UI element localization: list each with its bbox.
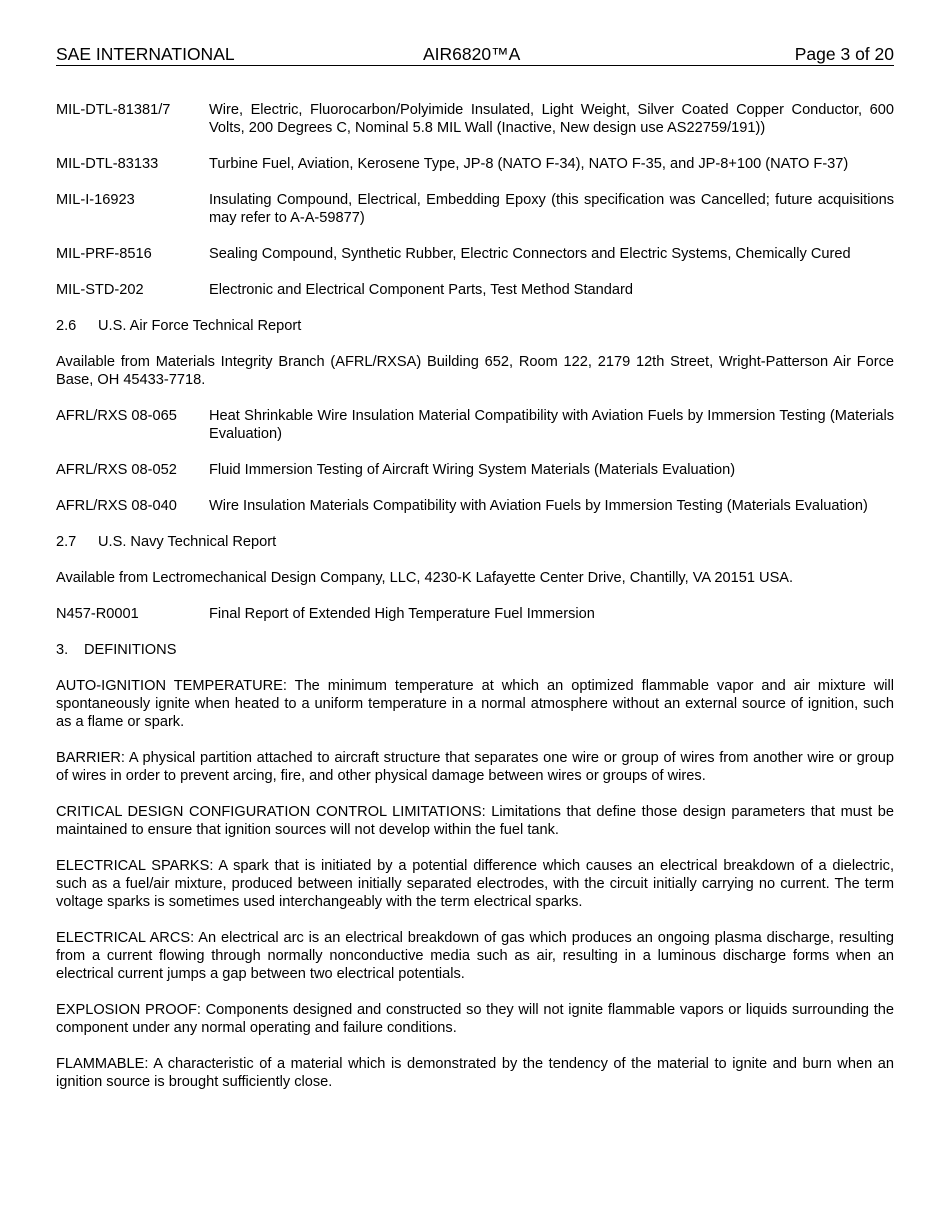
section-title: DEFINITIONS: [84, 642, 177, 658]
reference-code: AFRL/RXS 08-052: [56, 462, 177, 478]
section-title: U.S. Air Force Technical Report: [98, 318, 302, 334]
reference-entry: [56, 101, 894, 137]
section-number: 2.6: [56, 318, 77, 334]
navy-availability: Available from Lectromechanical Design Company, LLC, 4230-K Lafayette Center Drive, Chantilly, VA 20151 USA.: [56, 570, 794, 586]
reference-description: Insulating Compound, Electrical, Embedding Epoxy (this specification was Cancelled; future acquisitions may refer to A-A-59877): [209, 192, 894, 226]
reference-description: Final Report of Extended High Temperature Fuel Immersion: [209, 606, 595, 622]
section-heading-2-6: [56, 317, 894, 335]
reference-code: MIL-STD-202: [56, 282, 144, 298]
reference-entry: [56, 497, 894, 515]
reference-code: AFRL/RXS 08-040: [56, 498, 177, 514]
reference-code: MIL-PRF-8516: [56, 246, 152, 262]
section-number: 3.: [56, 642, 69, 658]
header-doc-number: AIR6820™A: [423, 44, 521, 64]
reference-description: Electronic and Electrical Component Parts, Test Method Standard: [209, 282, 633, 298]
document-page: [56, 44, 894, 1109]
reference-description: Wire Insulation Materials Compatibility with Aviation Fuels by Immersion Testing (Materials Evaluation): [209, 498, 868, 514]
section-number: 2.7: [56, 534, 77, 550]
mil-references: [56, 101, 894, 299]
reference-code: MIL-DTL-81381/7: [56, 102, 171, 118]
definition-paragraph: ELECTRICAL ARCS: An electrical arc is an electrical breakdown of gas which produces an ongoing plasma discharge, resulting from a current flowing through normally nonconductive media such as air, resulting in a luminous discharge forms when an electrical current jumps a gap between two electrical potentials.: [56, 930, 894, 982]
reference-description: Turbine Fuel, Aviation, Kerosene Type, JP-8 (NATO F-34), NATO F-35, and JP-8+100 (NATO F-37): [209, 156, 849, 172]
reference-entry: [56, 245, 894, 263]
reference-description: Heat Shrinkable Wire Insulation Material Compatibility with Aviation Fuels by Immersion Testing (Materials Evaluation): [209, 408, 894, 442]
reference-description: Fluid Immersion Testing of Aircraft Wiring System Materials (Materials Evaluation): [209, 462, 736, 478]
reference-entry: [56, 281, 894, 299]
reference-code: N457-R0001: [56, 606, 139, 622]
definition-paragraph: EXPLOSION PROOF: Components designed and constructed so they will not ignite flammable vapors or liquids surrounding the component under any normal operating and failure conditions.: [56, 1002, 894, 1036]
definition-paragraph: CRITICAL DESIGN CONFIGURATION CONTROL LIMITATIONS: Limitations that define those design parameters that must be maintained to ensure that ignition sources will not develop within the fuel tank.: [56, 804, 894, 838]
definition-paragraph: ELECTRICAL SPARKS: A spark that is initiated by a potential difference which causes an electrical breakdown of a dielectric, such as a fuel/air mixture, produced between initially separated electrodes, with the circuit initially carrying no current. The term voltage sparks is sometimes used interchangeably with the term electrical sparks.: [56, 858, 894, 910]
header-org: SAE INTERNATIONAL: [56, 44, 235, 64]
reference-entry: [56, 461, 894, 479]
reference-code: AFRL/RXS 08-065: [56, 408, 177, 424]
definition-paragraph: FLAMMABLE: A characteristic of a material which is demonstrated by the tendency of the material to ignite and burn when an ignition source is brought sufficiently close.: [56, 1056, 894, 1090]
definition-paragraph: BARRIER: A physical partition attached to aircraft structure that separates one wire or group of wires from another wire or group of wires in order to prevent arcing, fire, and other physical damage between wires or groups of wires.: [56, 750, 894, 784]
reference-code: MIL-I-16923: [56, 192, 135, 208]
reference-entry: [56, 605, 894, 623]
reference-description: Sealing Compound, Synthetic Rubber, Electric Connectors and Electric Systems, Chemically Cured: [209, 246, 851, 262]
page-header: [56, 44, 894, 66]
reference-code: MIL-DTL-83133: [56, 156, 159, 172]
reference-description: Wire, Electric, Fluorocarbon/Polyimide Insulated, Light Weight, Silver Coated Copper Conductor, 600 Volts, 200 Degrees C, Nominal 5.8 MIL Wall (Inactive, New design use AS22759/191)): [209, 102, 894, 136]
definition-paragraph: AUTO-IGNITION TEMPERATURE: The minimum temperature at which an optimized flammable vapor and air mixture will spontaneously ignite when heated to a uniform temperature in a normal atmosphere without an external source of ignition, such as a flame or spark.: [56, 678, 894, 730]
navy-references: [56, 605, 894, 623]
section-heading-2-7: [56, 533, 894, 551]
afrl-references: [56, 407, 894, 515]
reference-entry: [56, 407, 894, 443]
reference-entry: [56, 155, 894, 173]
section-title: U.S. Navy Technical Report: [98, 534, 277, 550]
afrl-availability: Available from Materials Integrity Branch (AFRL/RXSA) Building 652, Room 122, 2179 12th Street, Wright-Patterson Air Force Base, OH 45433-7718.: [56, 354, 894, 388]
section-heading-3: [56, 641, 894, 659]
reference-entry: [56, 191, 894, 227]
header-page-number: Page 3 of 20: [794, 44, 894, 64]
definitions-list: [56, 677, 894, 1091]
